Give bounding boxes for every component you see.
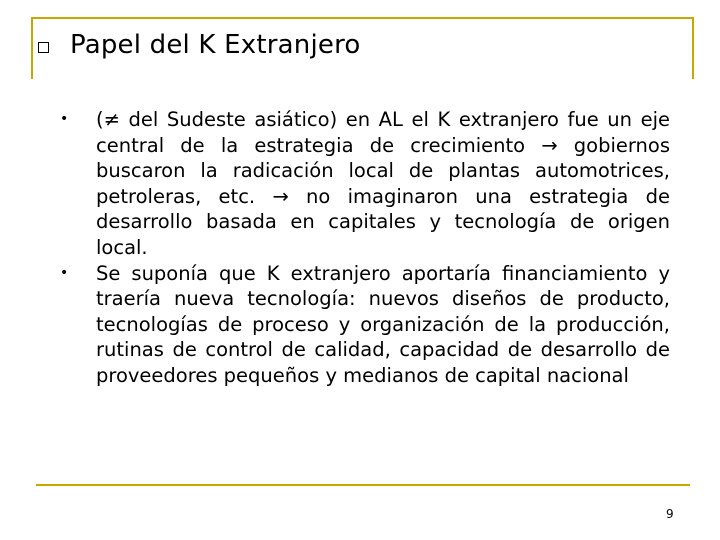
page-number: 9 xyxy=(666,507,674,521)
list-item-text: Se suponía que K extranjero aportaría financiamiento y traería nueva tecnología: nuevos diseños de producto, tecnologías de proceso y organización de la producción, rutinas de control de calidad, capacidad de desarrollo de proveedores pequeños y medianos de capital nacional xyxy=(96,261,670,387)
hollow-square-bullet-icon xyxy=(38,42,49,53)
bullet-dot: • xyxy=(60,111,69,127)
list-item-text: (≠ del Sudeste asiático) en AL el K extranjero fue un eje central de la estrategia de crecimiento → gobiernos buscaron la radicación local de plantas automotrices, petroleras, etc. → no imaginaron una estrategia de desarrollo basada en capitales y tecnología de origen local. xyxy=(96,108,670,259)
bullet-list xyxy=(60,107,670,389)
top-rule xyxy=(32,17,692,19)
slide-title: Papel del K Extranjero xyxy=(70,30,361,60)
left-rule xyxy=(31,17,33,79)
bottom-rule xyxy=(36,484,690,486)
list-item xyxy=(60,261,670,389)
right-rule xyxy=(692,17,694,79)
list-item xyxy=(60,107,670,261)
title-row xyxy=(38,28,361,62)
bullet-dot: • xyxy=(60,264,69,281)
